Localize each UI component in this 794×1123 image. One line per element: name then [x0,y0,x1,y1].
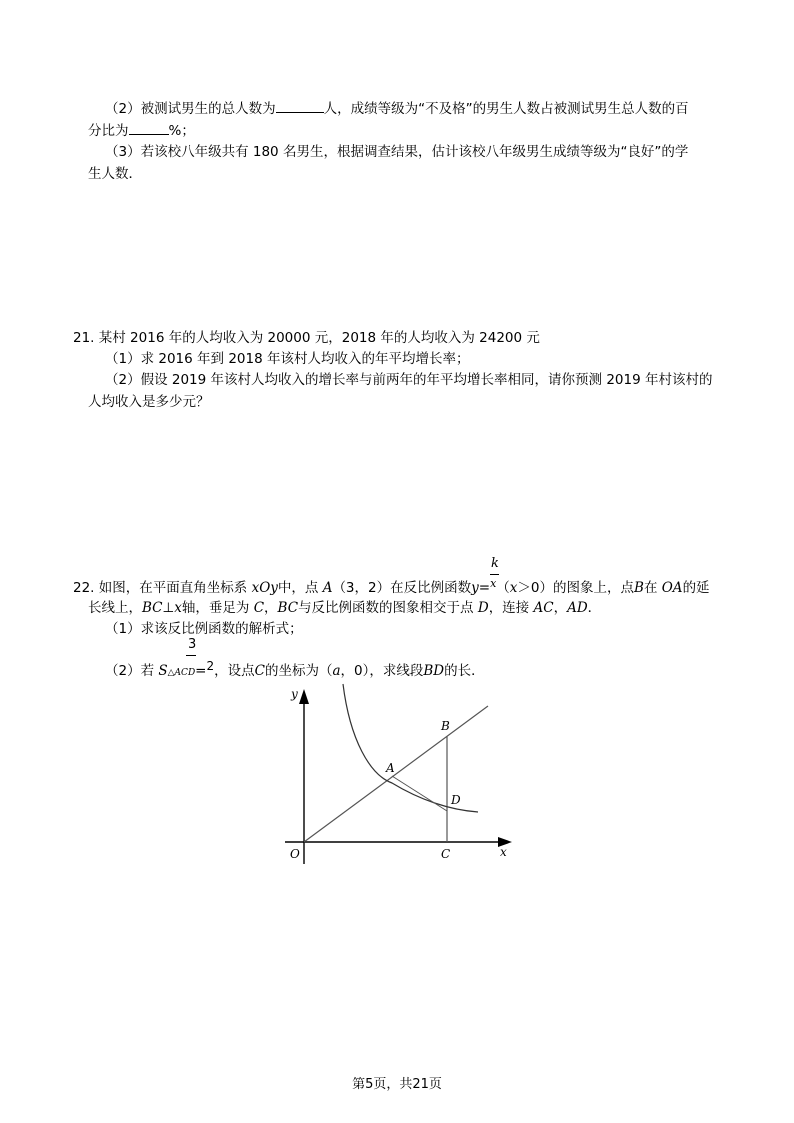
label-c: C [441,847,451,861]
footer-suffix: 页 [428,1077,442,1092]
q22-part2-text-d: ，0），求线段 [340,663,424,679]
q22-frac-x: x [490,577,497,590]
q21-part2-text-b: 人均收入是多少元？ [88,394,210,410]
line-oab [304,706,488,842]
q22-line2-text-b: 轴，垂足为 [181,600,250,616]
q22-line2-text-d: ，连接 [488,600,530,616]
q21-part2-text-a: （2）假设 2019 年该村人均收入的增长率与前两年的年平均增长率相同，请你预测 2019 年村该村的 [105,372,713,388]
segment-ad [392,776,447,811]
q22-segment-ad: AD [567,600,588,616]
q22-domain-x: x [509,580,518,596]
label-o: O [290,847,300,861]
q20-part2-text-c: 分比为 [88,123,129,139]
q22-equals: = [195,663,207,679]
footer-prefix: 第 [352,1077,366,1092]
q22-part2-point-c: C [254,663,265,679]
q22-part2-text-e: 的长． [444,663,485,679]
q22-comma: ， [264,600,278,616]
q22-frac-k: k [491,556,499,571]
q22-stem-text-a: 如图，在平面直角坐标系 [98,580,248,596]
q22-comma-2: ， [553,600,568,616]
q22-xoy: xOy [251,580,278,596]
footer-total-pages: 21 [412,1077,429,1092]
q20-part3-text-b: 生人数． [88,166,142,182]
y-axis-arrow [299,689,309,704]
q22-number: 22. [73,580,95,596]
q22-line2-text-c: 与反比例函数的图象相交于点 [298,600,474,616]
q22-point-b: B [634,580,644,596]
page-footer [0,1073,794,1092]
q22-segment-oa: OA [661,580,683,596]
q22-point-a: A [322,580,333,596]
q22-coord-a: （3，2）在反比例函数 [332,580,472,596]
q22-stem-text-b: 中，点 [277,580,319,596]
label-a: A [386,761,395,775]
q22-area-triangle: △ACD [167,668,196,678]
q22-segment-bc-2: BC [277,600,299,616]
q22-stem-text-d: 的延 [682,580,710,596]
q22-segment-bd: BD [423,663,445,679]
q22-segment-bc: BC [142,600,163,616]
q22-part2-text-a: （2）若 [105,663,155,679]
q22-area-s: S [158,663,168,679]
q20-percent-sign: %； [168,123,195,139]
q22-stem-text-c: 在 [643,580,658,596]
q20-part2-text-a: （2）被测试男生的总人数为 [105,101,276,117]
q21-part1-text: （1）求 2016 年到 2018 年该村人均收入的年平均增长率； [105,351,470,367]
q22-domain-open: （ [496,580,510,596]
label-x: x [500,845,507,859]
q22-perp: ⊥ [162,600,175,616]
footer-mid: 页，共 [373,1077,413,1092]
q22-x-axis-label: x [174,600,182,616]
q22-frac-2: 2 [206,659,215,673]
label-d: D [451,793,461,807]
label-y: y [291,687,298,701]
q22-variable-a: a [332,663,341,679]
q22-func-y: y= [471,580,491,596]
q20-part2-text-b: 人，成绩等级为“不及格”的男生人数占被测试男生总人数的百 [323,101,689,117]
q22-domain-end: ＞0）的图象上，点 [517,580,635,596]
q22-line2-text-a: 长线上， [88,600,142,616]
footer-page-number: 5 [365,1077,374,1092]
q20-part3-text-a: （3）若该校八年级共有 180 名男生，根据调查结果，估计该校八年级男生成绩等级为“良好”的学 [105,144,689,160]
q22-point-d: D [477,600,489,616]
q22-part2-text-b: ，设点 [214,663,255,679]
q22-segment-ac: AC [533,600,554,616]
q22-point-c: C [253,600,265,616]
q22-frac-3: 3 [188,637,197,652]
q22-part2-text-c: 的坐标为（ [264,663,333,679]
label-b: B [441,719,450,733]
q22-period: ． [587,600,602,616]
q21-stem-text: 21. 某村 2016 年的人均收入为 20000 元，2018 年的人均收入为 24200 元 [73,330,540,346]
q22-part1-text: （1）求该反比例函数的解析式； [105,621,303,637]
